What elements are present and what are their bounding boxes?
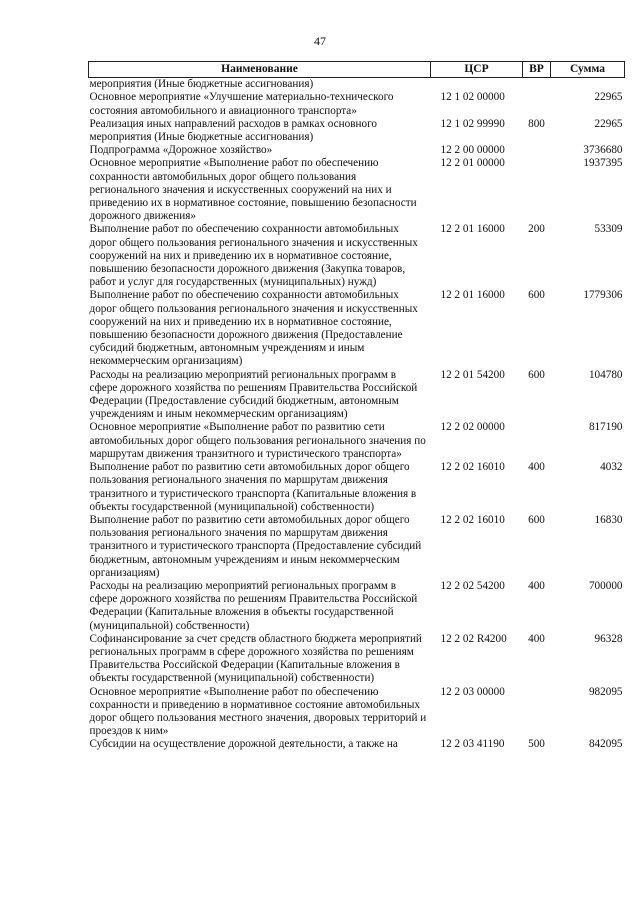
table-row bbox=[89, 91, 625, 117]
cell-sum: 1937395 bbox=[583, 157, 623, 170]
cell-sum: 3736680 bbox=[583, 144, 623, 157]
cell-name: Выполнение работ по развитию сети автомобильных дорог общего пользования регионального значения по маршрутам движения транзитного и туристического транспорта (Предоставление субсидий бюджетным, автономным учреждениям и иным некоммерческим организациям) bbox=[89, 513, 422, 579]
cell-sum: 96328 bbox=[594, 632, 623, 645]
cell-sum bbox=[551, 78, 625, 92]
cell-csr: 12 2 01 00000 bbox=[440, 157, 505, 170]
cell-name: Основное мероприятие «Выполнение работ по обеспечению сохранности и приведению в нормативное состояние автомобильных дорог общего пользования местного значения, дворовых территорий и проездов к ним» bbox=[89, 685, 427, 738]
cell-csr: 12 2 01 16000 bbox=[440, 223, 505, 236]
cell-sum: 104780 bbox=[588, 368, 623, 381]
table-row bbox=[89, 144, 625, 157]
cell-name: Основное мероприятие «Выполнение работ по развитию сети автомобильных дорог общего пользования регионального значения по маршрутам движения транзитного и туристического транспорта» bbox=[89, 421, 426, 460]
cell-vr: 200 bbox=[528, 223, 545, 236]
cell-sum: 16830 bbox=[594, 513, 623, 526]
table-row bbox=[89, 157, 625, 223]
header-vr: ВР bbox=[523, 62, 551, 78]
cell-vr bbox=[523, 421, 551, 461]
cell-csr: 12 1 02 99990 bbox=[440, 117, 505, 130]
header-sum: Сумма bbox=[551, 62, 625, 78]
cell-name: Субсидии на осуществление дорожной деятельности, а также на bbox=[89, 738, 398, 751]
cell-sum: 842095 bbox=[588, 738, 623, 751]
cell-name: Реализация иных направлений расходов в рамках основного мероприятия (Иные бюджетные ассигнования) bbox=[89, 117, 377, 144]
cell-vr: 600 bbox=[528, 513, 545, 526]
cell-vr: 400 bbox=[528, 632, 545, 645]
table-row bbox=[89, 289, 625, 368]
cell-csr: 12 2 01 54200 bbox=[440, 368, 505, 381]
cell-name: Основное мероприятие «Выполнение работ по обеспечению сохранности автомобильных дорог общего пользования регионального значения и искусственных сооружений на них и приведению их в нормативное состояние, повышению безопасности дорожного движения» bbox=[89, 157, 417, 223]
table-row bbox=[89, 580, 625, 633]
table-row bbox=[89, 421, 625, 461]
cell-sum: 1779306 bbox=[583, 289, 623, 302]
table-row bbox=[89, 118, 625, 144]
cell-vr: 500 bbox=[528, 738, 545, 751]
cell-csr: 12 1 02 00000 bbox=[440, 91, 505, 104]
table-header-row bbox=[89, 62, 625, 78]
header-csr: ЦСР bbox=[431, 62, 523, 78]
cell-vr: 400 bbox=[528, 579, 545, 592]
cell-vr bbox=[523, 91, 551, 117]
cell-csr: 12 2 02 16010 bbox=[440, 461, 505, 474]
cell-vr: 800 bbox=[528, 117, 545, 130]
cell-sum: 982095 bbox=[588, 685, 623, 698]
cell-vr bbox=[523, 686, 551, 739]
cell-name: мероприятия (Иные бюджетные ассигнования) bbox=[89, 78, 314, 91]
cell-name: Выполнение работ по развитию сети автомобильных дорог общего пользования регионального значения по маршрутам движения транзитного и туристического транспорта (Капитальные вложения в объекты государственной (муниципальной) собственности) bbox=[89, 461, 417, 513]
cell-vr bbox=[523, 78, 551, 92]
cell-name: Основное мероприятие «Улучшение материально-технического состояния автомобильного и авиационного транспорта» bbox=[89, 91, 394, 117]
cell-name: Софинансирование за счет средств областного бюджета мероприятий региональных программ в сфере дорожного хозяйства по решениям Правительства Российской Федерации (Капитальные вложения в объекты государственной (муниципальной) собственности) bbox=[89, 632, 422, 685]
cell-csr: 12 2 02 R4200 bbox=[440, 632, 507, 645]
cell-sum: 4032 bbox=[600, 461, 623, 474]
cell-sum: 22965 bbox=[594, 117, 623, 130]
budget-table bbox=[88, 61, 625, 752]
table-row bbox=[89, 461, 625, 514]
table-row bbox=[89, 78, 625, 92]
cell-csr: 12 2 02 16010 bbox=[440, 513, 505, 526]
table-row bbox=[89, 514, 625, 580]
cell-name: Расходы на реализацию мероприятий региональных программ в сфере дорожного хозяйства по решениям Правительства Российской Федерации (Капитальные вложения в объекты государственной (муниципальной) собственности) bbox=[89, 579, 418, 632]
page-number: 47 bbox=[314, 34, 326, 48]
cell-name: Выполнение работ по обеспечению сохранности автомобильных дорог общего пользования регионального значения и искусственных сооружений на них и приведению их в нормативное состояние, повышению безопасности дорожного движения (Предоставление субсидий бюджетным, автономным учреждениям и иным некоммерческим организациям) bbox=[89, 289, 418, 368]
header-name: Наименование bbox=[89, 62, 431, 78]
table-row bbox=[89, 633, 625, 686]
table-row bbox=[89, 369, 625, 422]
cell-vr bbox=[523, 144, 551, 157]
table-row bbox=[89, 223, 625, 289]
cell-vr: 600 bbox=[528, 368, 545, 381]
table-row bbox=[89, 738, 625, 751]
cell-csr: 12 2 00 00000 bbox=[440, 144, 505, 157]
cell-csr: 12 2 03 00000 bbox=[440, 685, 505, 698]
cell-sum: 817190 bbox=[588, 421, 623, 434]
cell-sum: 53309 bbox=[594, 223, 623, 236]
cell-csr bbox=[431, 78, 523, 92]
cell-csr: 12 2 02 00000 bbox=[440, 421, 505, 434]
cell-name: Выполнение работ по обеспечению сохранности автомобильных дорог общего пользования регионального значения и искусственных сооружений на них и приведению их в нормативное состояние, повышению безопасности дорожного движения (Закупка товаров, работ и услуг для государственных (муниципальных) нужд) bbox=[89, 223, 418, 289]
table-row bbox=[89, 686, 625, 739]
cell-csr: 12 2 01 16000 bbox=[440, 289, 505, 302]
cell-vr bbox=[523, 157, 551, 223]
cell-vr: 400 bbox=[528, 461, 545, 474]
cell-sum: 700000 bbox=[588, 579, 623, 592]
cell-name: Расходы на реализацию мероприятий региональных программ в сфере дорожного хозяйства по решениям Правительства Российской Федерации (Предоставление субсидий бюджетным, автономным учреждениям и иным некоммерческим организациям) bbox=[89, 368, 418, 421]
cell-csr: 12 2 03 41190 bbox=[440, 738, 505, 751]
cell-name: Подпрограмма «Дорожное хозяйство» bbox=[89, 144, 273, 157]
cell-sum: 22965 bbox=[594, 91, 623, 104]
cell-vr: 600 bbox=[528, 289, 545, 302]
cell-csr: 12 2 02 54200 bbox=[440, 579, 505, 592]
